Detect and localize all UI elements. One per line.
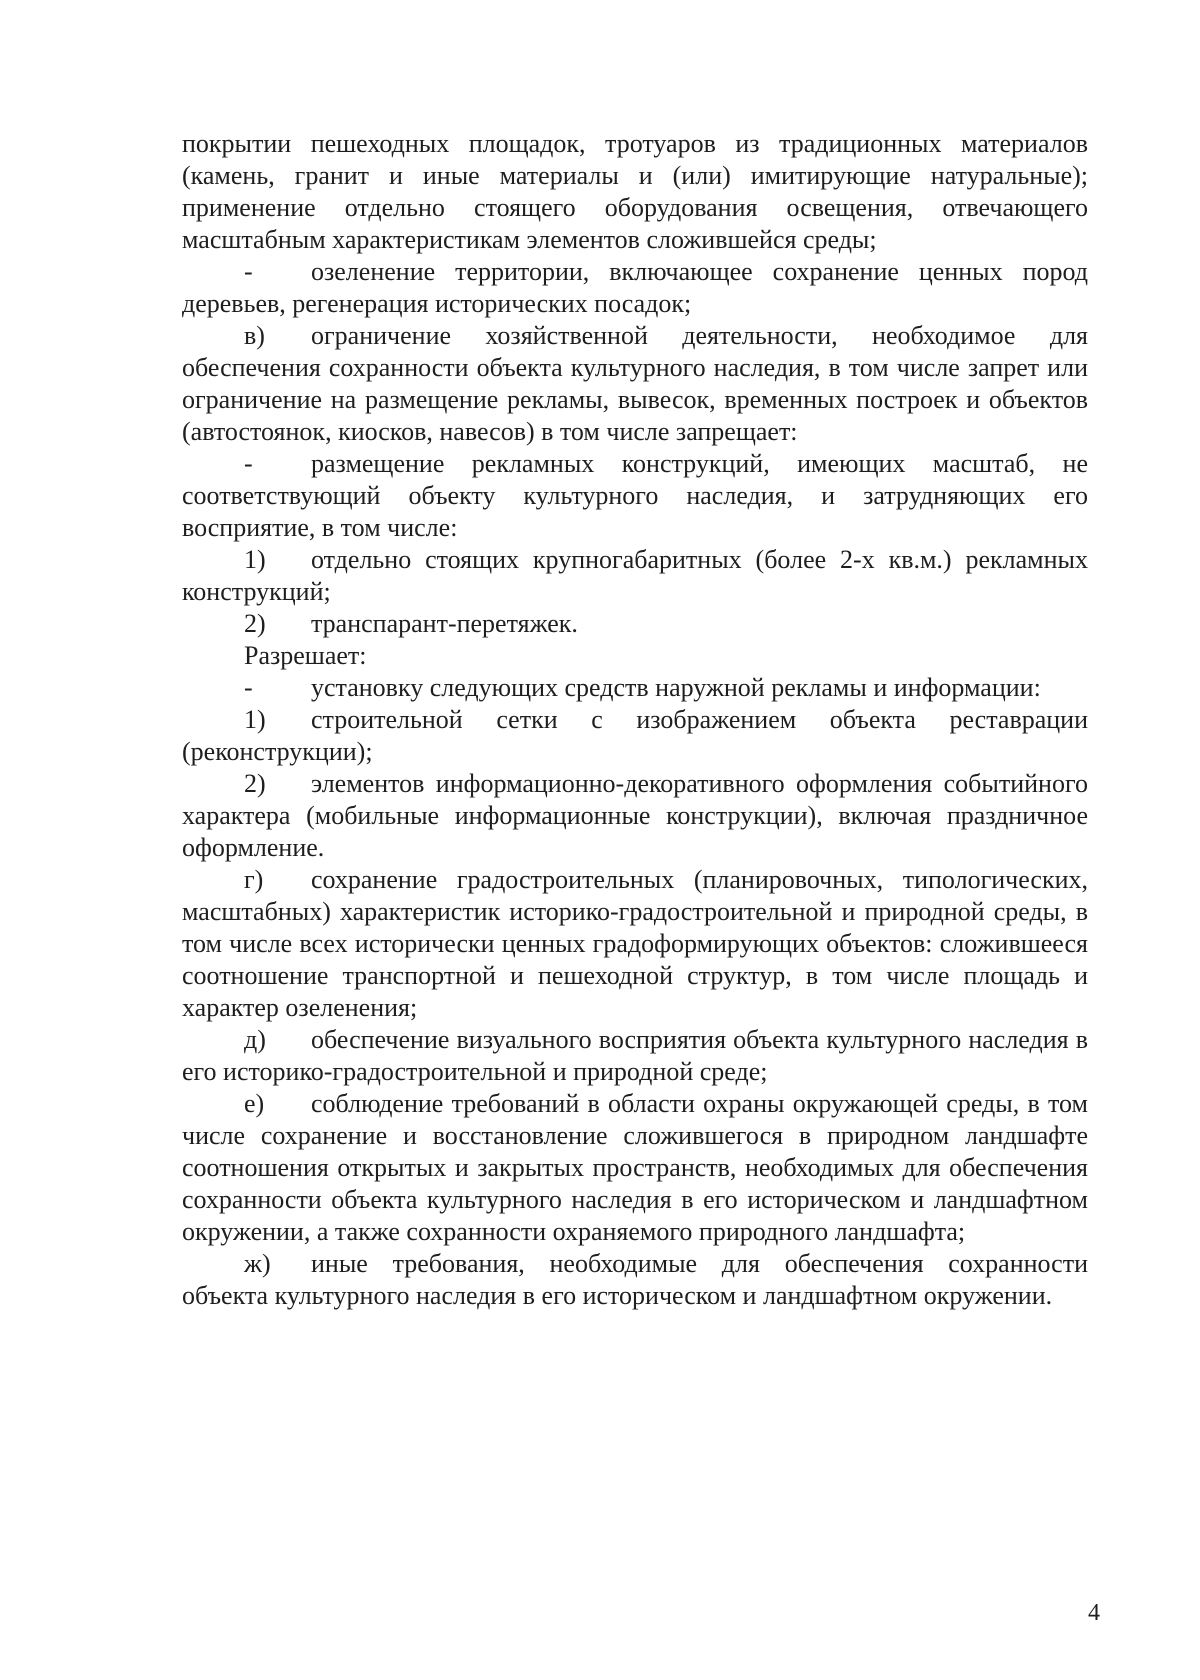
list-marker: ж): [244, 1249, 271, 1278]
list-item-zh-other-requirements: [182, 1248, 1088, 1312]
list-item-banners: [182, 608, 1088, 640]
list-item-construction-mesh: [182, 704, 1088, 768]
list-item-large-ads: [182, 544, 1088, 608]
list-item-decorative-elements: [182, 768, 1088, 864]
list-item-text: элементов информационно-декоративного оформления событийного характера (мобильные информационные конструкции), включая праздничное оформление.: [182, 769, 1088, 862]
list-marker: в): [244, 321, 265, 350]
list-item-ad-structures: [182, 448, 1088, 544]
list-item-text: обеспечение визуального восприятия объекта культурного наследия в его историко-градостроительной и природной среде;: [182, 1025, 1088, 1086]
list-item-text: размещение рекламных конструкций, имеющих масштаб, не соответствующий объекту культурного наследия, и затрудняющих его восприятие, в том числе:: [182, 449, 1088, 542]
page-number: 4: [1088, 1600, 1100, 1626]
paragraph-paving-lighting: покрытии пешеходных площадок, тротуаров из традиционных материалов (камень, гранит и иные материалы и (или) имитирующие натуральные); применение отдельно стоящего оборудования освещения, отвечающего масштабным характеристикам элементов сложившейся среды;: [182, 129, 1088, 254]
list-marker: -: [244, 673, 253, 702]
list-marker: 1): [244, 705, 266, 734]
list-item-greening: [182, 256, 1088, 320]
list-item-text: ограничение хозяйственной деятельности, необходимое для обеспечения сохранности объекта культурного наследия, в том числе запрет или ограничение на размещение рекламы, вывесок, временных построек и объектов (автостоянок, киосков, навесов) в том числе запрещает:: [182, 321, 1088, 446]
list-item-text: соблюдение требований в области охраны окружающей среды, в том числе сохранение и восстановление сложившегося в природном ландшафте соотношения открытых и закрытых пространств, необходимых для обеспечения сохранности объекта культурного наследия в его историческом и ландшафтном окружении, а также сохранности охраняемого природного ландшафта;: [182, 1089, 1088, 1246]
list-marker: 1): [244, 545, 266, 574]
list-item-text: сохранение градостроительных (планировочных, типологических, масштабных) характеристик историко-градостроительной и природной среды, в том числе всех исторически ценных градоформирующих объектов: сложившееся соотношение транспортной и пешеходной структур, в том числе площадь и характер озеленения;: [182, 865, 1088, 1022]
list-item-v-economic-restriction: [182, 320, 1088, 448]
list-item-outdoor-ads: [182, 672, 1088, 704]
list-item-text: строительной сетки с изображением объекта реставрации (реконструкции);: [182, 705, 1088, 766]
paragraph-allows: Разрешает:: [244, 641, 367, 670]
list-item-text: отдельно стоящих крупногабаритных (более 2-х кв.м.) рекламных конструкций;: [182, 545, 1088, 606]
list-marker: -: [244, 257, 253, 286]
list-marker: д): [244, 1025, 266, 1054]
list-item-e-environment: [182, 1088, 1088, 1248]
list-marker: -: [244, 449, 253, 478]
document-body: [182, 128, 1088, 1312]
list-item-text: озеленение территории, включающее сохранение ценных пород деревьев, регенерация исторических посадок;: [182, 257, 1088, 318]
list-marker: г): [244, 865, 264, 894]
list-marker: 2): [244, 769, 266, 798]
list-marker: 2): [244, 609, 266, 638]
list-item-g-urban-characteristics: [182, 864, 1088, 1024]
list-item-text: установку следующих средств наружной рекламы и информации:: [311, 673, 1041, 702]
list-marker: е): [244, 1089, 265, 1118]
list-item-text: транспарант-перетяжек.: [311, 609, 578, 638]
list-item-text: иные требования, необходимые для обеспечения сохранности объекта культурного наследия в его историческом и ландшафтном окружении.: [182, 1249, 1088, 1310]
list-item-d-visual-perception: [182, 1024, 1088, 1088]
